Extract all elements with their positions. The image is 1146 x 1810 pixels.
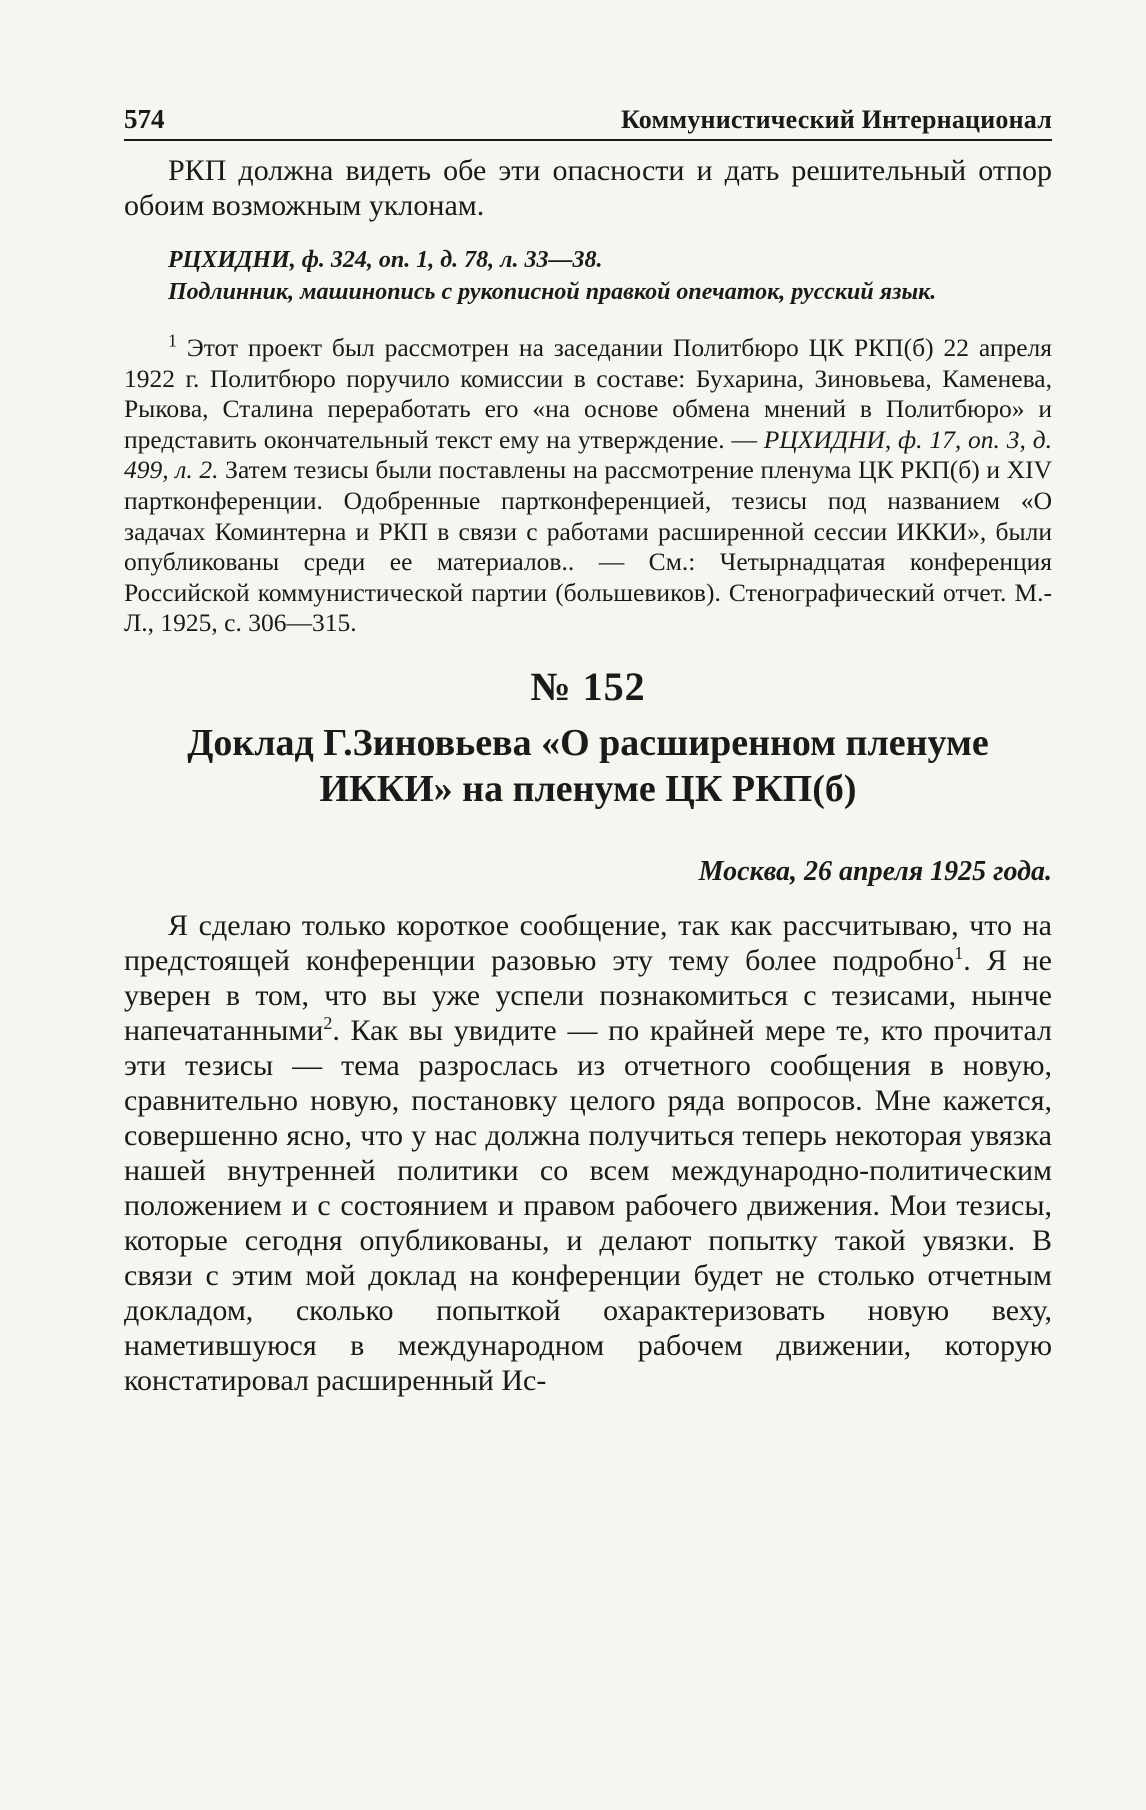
running-head <box>124 104 1052 141</box>
book-page <box>124 104 1052 1398</box>
report-text-c: . Как вы увидите — по крайней мере те, кто прочитал эти тезисы — тема разрослась из отчетного сообщения в новую, сравнительно новую, постановку целого ряда вопросов. Мне кажется, совершенно ясно, что у нас должна получиться теперь некоторая увязка нашей внутренней политики со всем международно-политическим положением и с состоянием и правом рабочего движения. Мои тезисы, которые сегодня опубликованы, и делают попытку такой увязки. В связи с этим мой доклад на конференции будет не столько отчетным докладом, сколько попыткой охарактеризовать новую веху, наметившуюся в международном рабочем движении, которую констатировал расширенный Ис- <box>124 1013 1052 1397</box>
page-number: 574 <box>124 104 165 134</box>
footnote-marker: 1 <box>168 330 177 351</box>
running-title: Коммунистический Интернационал <box>621 105 1052 134</box>
document-title: Доклад Г.Зиновьева «О расширенном пленуме ИККИ» на пленуме ЦК РКП(б) <box>187 721 989 810</box>
footnote-ref-1: 1 <box>954 942 964 963</box>
document-number: № 152 <box>530 663 646 709</box>
footnote-archive-ref: РЦХИДНИ, ф. 17, оп. 3, д. 499, л. 2. <box>124 424 1052 485</box>
dateline: Москва, 26 апреля 1925 года. <box>698 855 1052 887</box>
footnote <box>124 330 1053 639</box>
footnote-ref-2: 2 <box>323 1012 333 1033</box>
report-text-b: . Я не уверен в том, что вы уже успели познакомиться с тезисами, нынче напечатанными <box>124 943 1052 1047</box>
source-archive: РЦХИДНИ, ф. 324, оп. 1, д. 78, л. 33—38. <box>168 247 603 273</box>
footnote-text-a: Этот проект был рассмотрен на заседании Политбюро ЦК РКП(б) 22 апреля 1922 г. Политбюро поручило комиссии в составе: Бухарина, Зиновьева, Каменева, Рыкова, Сталина переработать его «на основе обмена мнений в Политбюро» и представить окончательный текст ему на утверждение. — <box>124 333 1053 454</box>
source-note: Подлинник, машинопись с рукописной правкой опечаток, русский язык. <box>168 279 937 305</box>
footnote-text-b: Затем тезисы были поставлены на рассмотрение пленума ЦК РКП(б) и XIV партконференции. Одобренные партконференцией, тезисы под названием «О задачах Коминтерна и РКП в связи с работами расширенной сессии ИККИ», были опубликованы среди ее материалов.. — См.: Четырнадцатая конференция Российской коммунистической партии (большевиков). Стенографический отчет. М.-Л., 1925, с. 306—315. <box>124 455 1052 638</box>
report-text-a: Я сделаю только короткое сообщение, так как рассчитываю, что на предстоящей конференции разовью эту тему более подробно <box>124 908 1052 977</box>
report-paragraph <box>124 908 1052 1398</box>
intro-paragraph: РКП должна видеть обе эти опасности и дать решительный отпор обоим возможным уклонам. <box>124 154 1052 222</box>
